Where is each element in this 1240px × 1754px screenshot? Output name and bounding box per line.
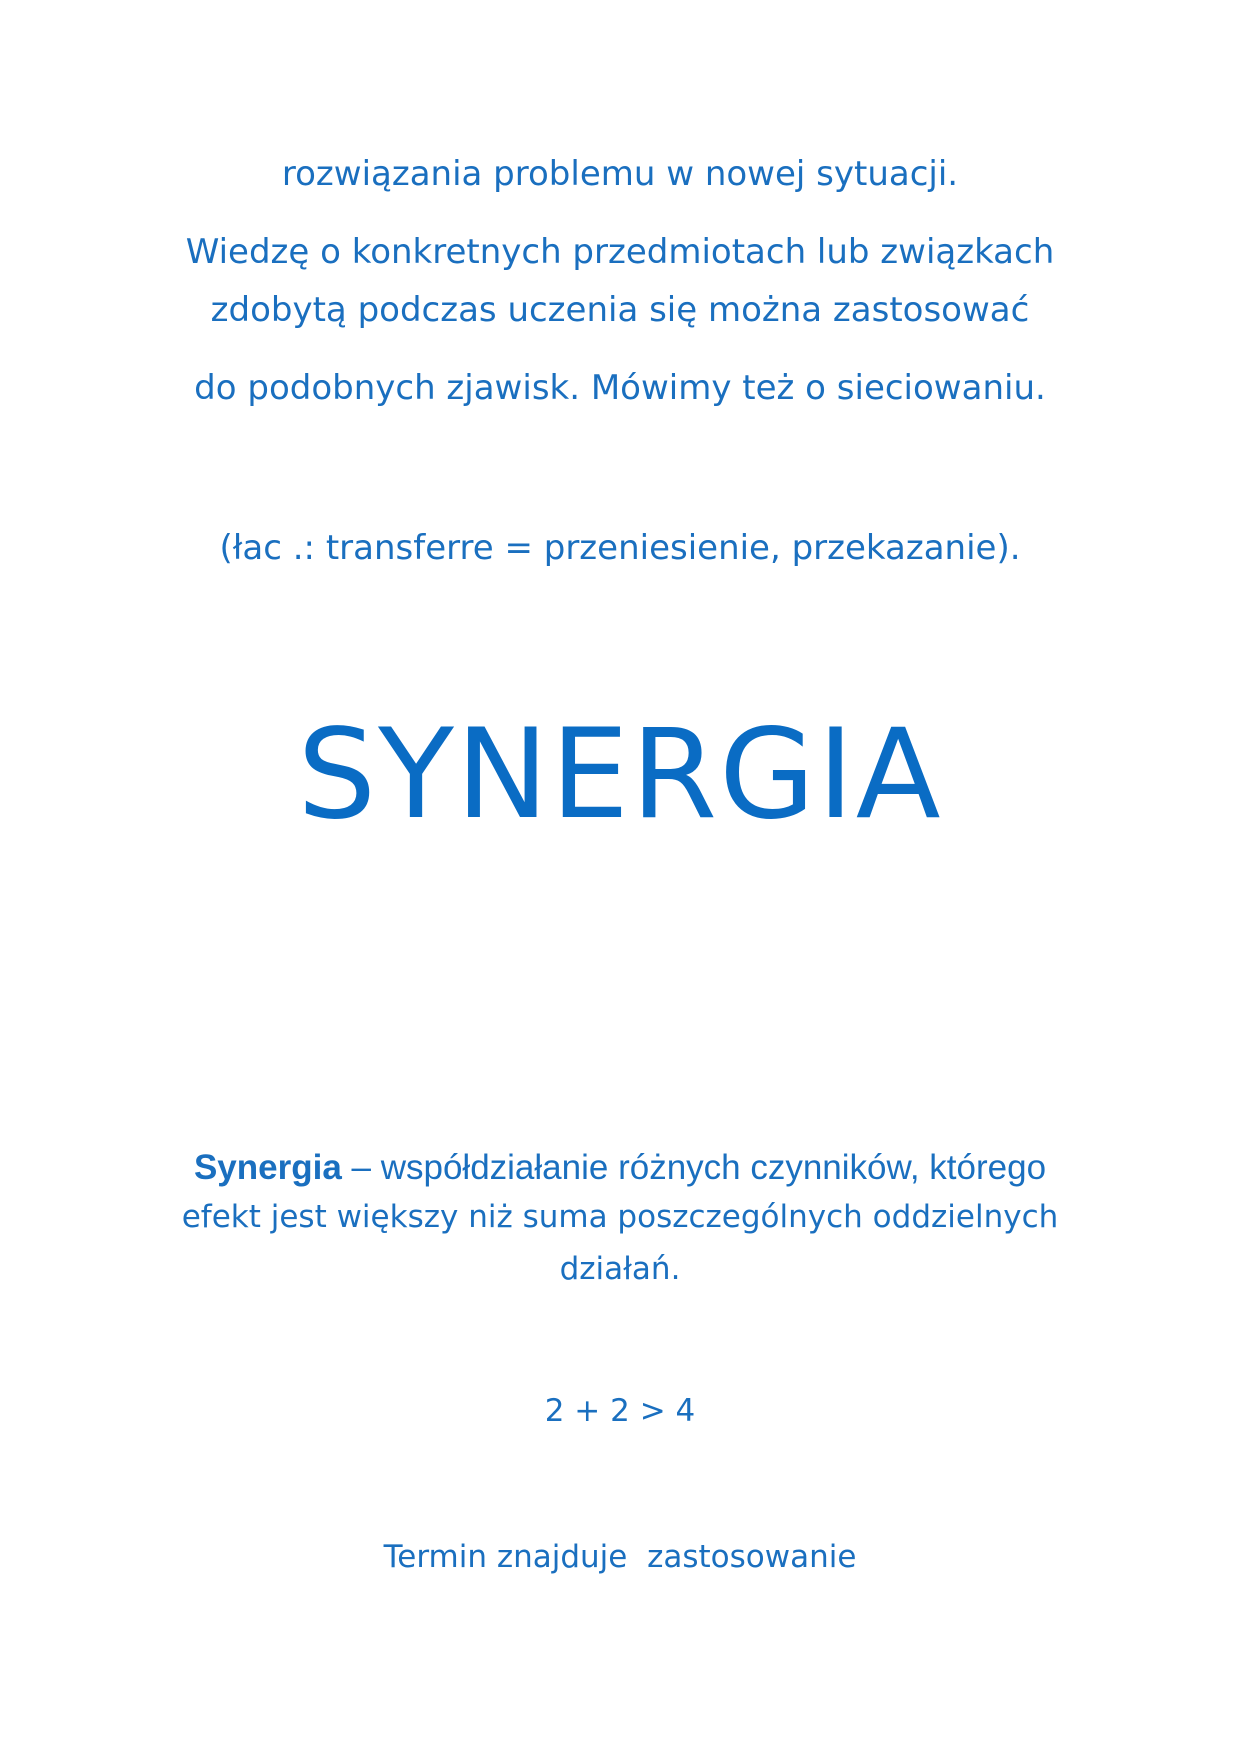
definition-line-2: efekt jest większy niż suma poszczególnych oddzielnych (181, 1199, 1059, 1235)
intro-line-4: do podobnych zjawisk. Mówimy też o sieciowaniu. (194, 368, 1046, 408)
intro-line-1: rozwiązania problemu w nowej sytuacji. (281, 154, 959, 194)
definition-text: – współdziałanie różnych czynników, którego (341, 1148, 1047, 1187)
page-title: SYNERGIA (297, 703, 943, 847)
intro-line-3: zdobytą podczas uczenia się można zastosować (210, 290, 1030, 330)
etymology-line: (łac .: transferre = przeniesienie, przekazanie). (219, 528, 1021, 568)
formula: 2 + 2 > 4 (544, 1393, 696, 1429)
footer-text: Termin znajduje zastosowanie (383, 1539, 857, 1575)
intro-line-2: Wiedzę o konkretnych przedmiotach lub związkach (185, 232, 1055, 272)
definition-term: Synergia (193, 1148, 342, 1187)
definition-line-1 (0, 1148, 1240, 1188)
definition-line-3: działań. (559, 1251, 681, 1287)
